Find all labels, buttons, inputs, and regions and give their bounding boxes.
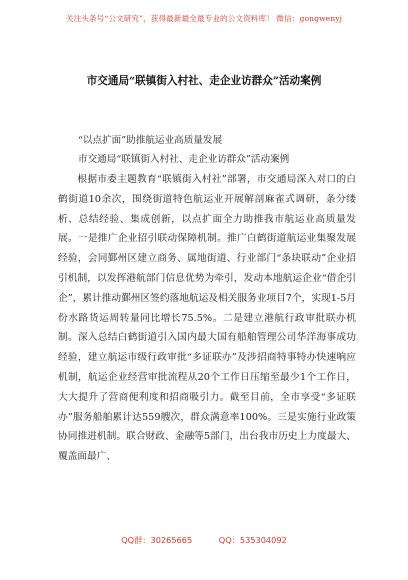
document-body — [58, 170, 356, 467]
qq-number: QQ：535304092 — [218, 535, 287, 545]
document-subtitle-2: 市交通局“联镇街入村社、走企业访群众”活动案例 — [78, 154, 290, 165]
contact-footer — [0, 535, 408, 546]
qq-group-number: QQ群：30265665 — [121, 535, 193, 545]
document-title: 市交通局“联镇街入村社、走企业访群众”活动案例 — [86, 75, 322, 87]
promo-banner: 关注头条号“公文研究”，获得最新最全最专业的公文资料库！ 微信：gongwenyj — [65, 14, 343, 23]
document-subtitle: “以点扩面”助推航运业高质量发展 — [78, 135, 223, 146]
body-paragraph: 根据市委主题教育“联镇街入村社”部署，市交通局深入对口的白鹤街道10余次，围绕街道特色航运业开展解剖麻雀式调研，条分缕析、总结经验、集成创新，以点扩面全力助推我市航运业高质量发展。一是推广企业招引联动保障机制。推广白鹤街道航运业集聚发展经验，会同鄞州区建立商务、属地街道、行业部门“条块联动”企业招引机制，以发挥港航部门信息优势为牵引，发动本地航运企业“借企引企”，累计推动鄞州区签约落地航运及相关服务业项目7个，实现1-5月份水路货运周转量同比增长75.5%。二是建立港航行政审批联办机制。深入总结白鹤街道引入国内最大国有船舶管理公司华洋海事成功经验，建立航运市级行政审批“多证联办”及涉招商特事特办快速响应机制，航运企业经营审批流程从20个工作日压缩至最少1个工作日，大大提升了营商便利度和招商吸引力。截至目前，全市享受“多证联办”服务船舶累计达559艘次，群众满意率100%。三是实施行业政策协同推进机制。联合财政、金融等5部门，出台我市历史上力度最大、覆盖面最广、 — [58, 174, 356, 463]
